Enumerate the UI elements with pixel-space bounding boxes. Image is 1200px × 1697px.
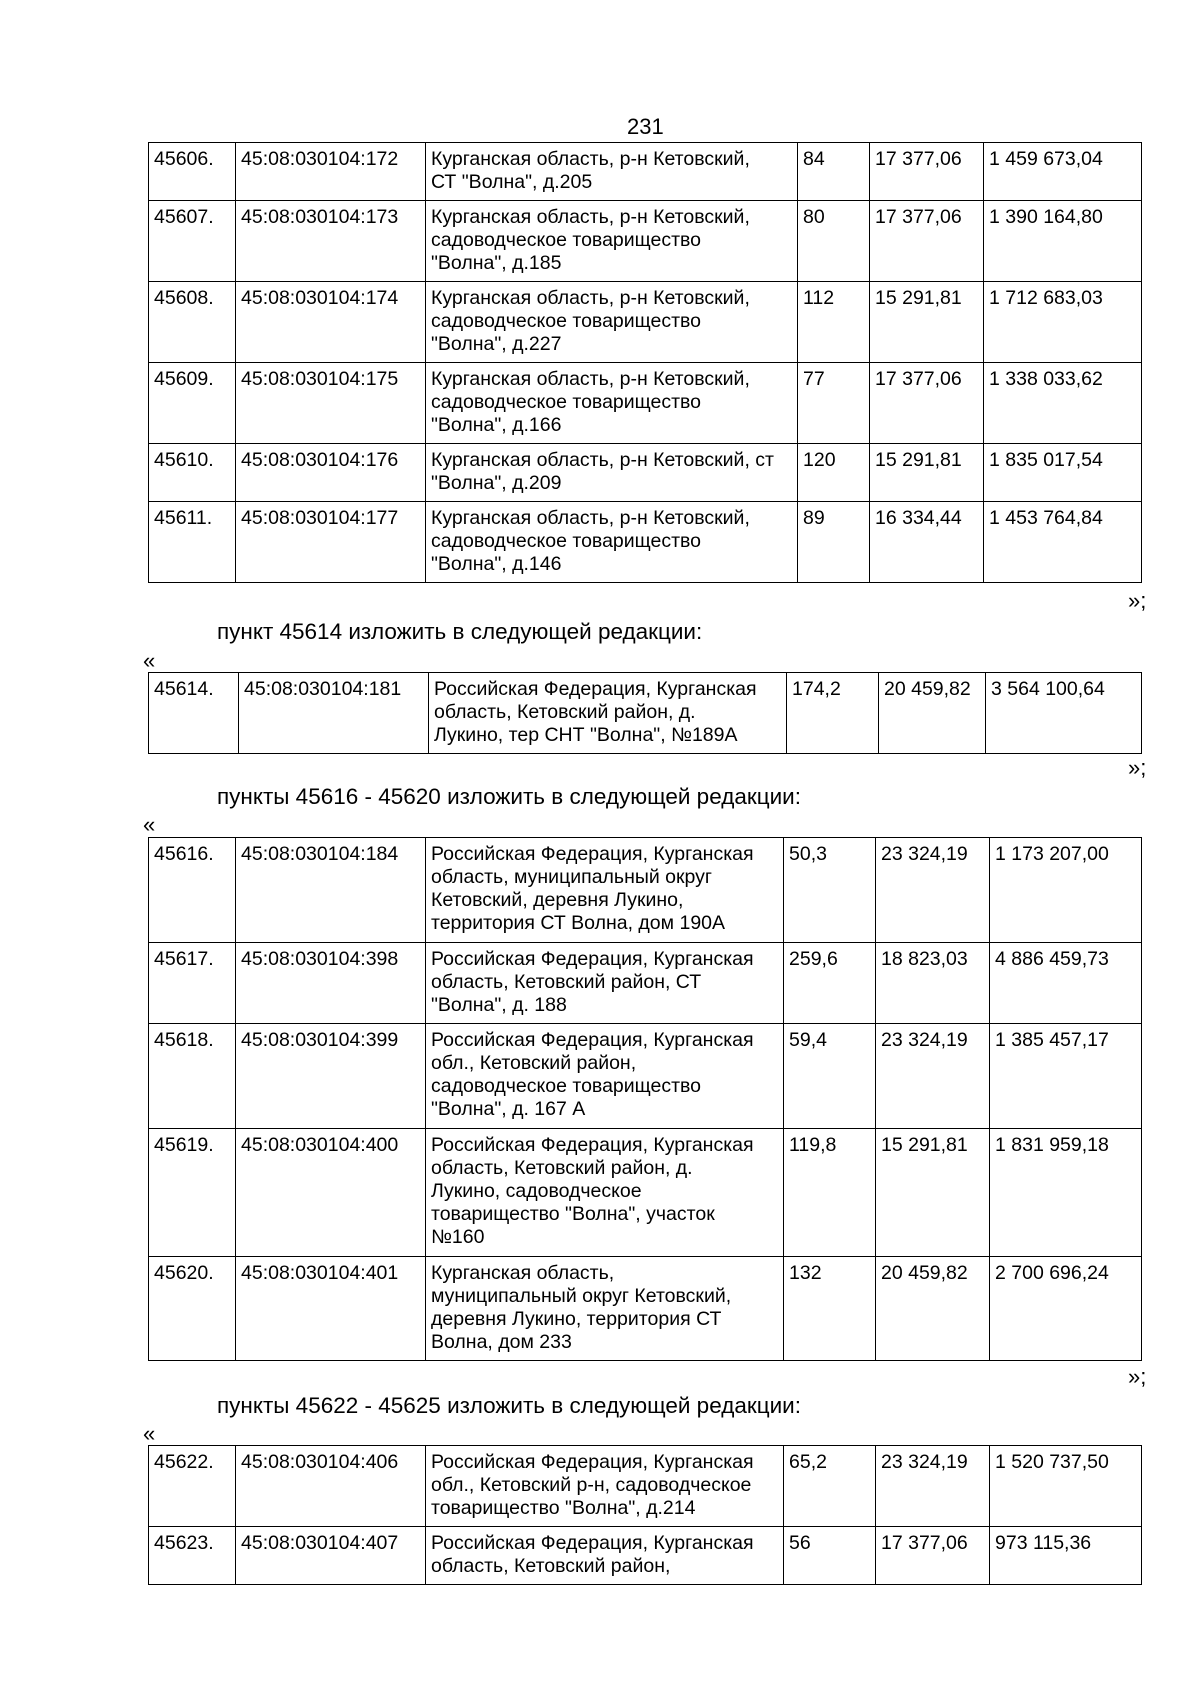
row-number: 45622. [149,1446,236,1527]
section-heading: пункты 45622 - 45625 изложить в следующей редакции: [217,1393,801,1418]
cadastral-number: 45:08:030104:399 [236,1024,426,1129]
closing-quote: »; [1128,1364,1147,1389]
opening-quote: « [143,1421,156,1446]
address: Российская Федерация, Курганская обл., Кетовский р-н, садоводческое товарищество "Волна", д.214 [426,1446,784,1527]
rate: 18 823,03 [876,943,990,1024]
rate: 17 377,06 [870,143,984,201]
address: Российская Федерация, Курганская область, Кетовский район, д. Лукино, тер СНТ "Волна", №189А [429,673,787,754]
address: Российская Федерация, Курганская обл., Кетовский район, садоводческое товарищество "Волна", д. 167 А [426,1024,784,1129]
register-table-3 [148,837,1142,1361]
cadastral-number: 45:08:030104:184 [236,838,426,943]
table-row [149,1446,1142,1527]
area: 65,2 [784,1446,876,1527]
register-table-2 [148,672,1142,754]
cadastral-value: 973 115,36 [990,1527,1142,1585]
area: 80 [798,201,870,282]
address: Курганская область, р-н Кетовский, ст "Волна", д.209 [426,444,798,502]
cadastral-value: 1 712 683,03 [984,282,1142,363]
cadastral-number: 45:08:030104:177 [236,502,426,583]
cadastral-value: 1 390 164,80 [984,201,1142,282]
rate: 23 324,19 [876,1446,990,1527]
rate: 17 377,06 [870,363,984,444]
address: Курганская область, р-н Кетовский, СТ "Волна", д.205 [426,143,798,201]
opening-quote: « [143,812,156,837]
cadastral-value: 1 453 764,84 [984,502,1142,583]
rate: 15 291,81 [870,282,984,363]
cadastral-value: 1 831 959,18 [990,1129,1142,1257]
row-number: 45617. [149,943,236,1024]
closing-quote: »; [1128,755,1147,780]
rate: 16 334,44 [870,502,984,583]
area: 119,8 [784,1129,876,1257]
register-table-1 [148,142,1142,583]
cadastral-value: 2 700 696,24 [990,1257,1142,1361]
area: 89 [798,502,870,583]
table-row [149,1257,1142,1361]
row-number: 45619. [149,1129,236,1257]
table-row [149,201,1142,282]
section-heading: пункт 45614 изложить в следующей редакции: [217,619,703,644]
rate: 15 291,81 [870,444,984,502]
table-row [149,838,1142,943]
cadastral-number: 45:08:030104:181 [239,673,429,754]
area: 50,3 [784,838,876,943]
area: 132 [784,1257,876,1361]
row-number: 45607. [149,201,236,282]
table-row [149,1024,1142,1129]
table-row [149,1527,1142,1585]
row-number: 45623. [149,1527,236,1585]
row-number: 45608. [149,282,236,363]
cadastral-number: 45:08:030104:172 [236,143,426,201]
area: 112 [798,282,870,363]
cadastral-value: 1 520 737,50 [990,1446,1142,1527]
row-number: 45616. [149,838,236,943]
rate: 17 377,06 [870,201,984,282]
rate: 23 324,19 [876,1024,990,1129]
rate: 15 291,81 [876,1129,990,1257]
cadastral-number: 45:08:030104:175 [236,363,426,444]
address: Российская Федерация, Курганская область, Кетовский район, д. Лукино, садоводческое товарищество "Волна", участок №160 [426,1129,784,1257]
table-row [149,444,1142,502]
address: Курганская область, р-н Кетовский, садоводческое товарищество "Волна", д.146 [426,502,798,583]
cadastral-value: 1 835 017,54 [984,444,1142,502]
cadastral-number: 45:08:030104:174 [236,282,426,363]
address: Курганская область, р-н Кетовский, садоводческое товарищество "Волна", д.185 [426,201,798,282]
rate: 20 459,82 [879,673,986,754]
register-table-4 [148,1445,1142,1585]
cadastral-value: 1 173 207,00 [990,838,1142,943]
cadastral-number: 45:08:030104:176 [236,444,426,502]
address: Курганская область, муниципальный округ Кетовский, деревня Лукино, территория СТ Волна, дом 233 [426,1257,784,1361]
row-number: 45614. [149,673,239,754]
rate: 20 459,82 [876,1257,990,1361]
address: Российская Федерация, Курганская область, Кетовский район, СТ "Волна", д. 188 [426,943,784,1024]
cadastral-value: 4 886 459,73 [990,943,1142,1024]
address: Российская Федерация, Курганская область, Кетовский район, [426,1527,784,1585]
table-row [149,143,1142,201]
row-number: 45618. [149,1024,236,1129]
address: Курганская область, р-н Кетовский, садоводческое товарищество "Волна", д.166 [426,363,798,444]
area: 259,6 [784,943,876,1024]
rate: 17 377,06 [876,1527,990,1585]
row-number: 45610. [149,444,236,502]
closing-quote: »; [1128,588,1147,613]
row-number: 45611. [149,502,236,583]
table-row [149,282,1142,363]
cadastral-number: 45:08:030104:173 [236,201,426,282]
area: 77 [798,363,870,444]
cadastral-number: 45:08:030104:401 [236,1257,426,1361]
cadastral-number: 45:08:030104:398 [236,943,426,1024]
table-row [149,1129,1142,1257]
cadastral-value: 1 338 033,62 [984,363,1142,444]
cadastral-number: 45:08:030104:407 [236,1527,426,1585]
row-number: 45606. [149,143,236,201]
cadastral-value: 3 564 100,64 [986,673,1142,754]
table-row [149,673,1142,754]
opening-quote: « [143,648,156,673]
row-number: 45609. [149,363,236,444]
rate: 23 324,19 [876,838,990,943]
row-number: 45620. [149,1257,236,1361]
cadastral-number: 45:08:030104:406 [236,1446,426,1527]
cadastral-number: 45:08:030104:400 [236,1129,426,1257]
page-number: 231 [627,114,664,139]
address: Курганская область, р-н Кетовский, садоводческое товарищество "Волна", д.227 [426,282,798,363]
area: 174,2 [787,673,879,754]
area: 120 [798,444,870,502]
area: 59,4 [784,1024,876,1129]
area: 56 [784,1527,876,1585]
table-row [149,943,1142,1024]
section-heading: пункты 45616 - 45620 изложить в следующей редакции: [217,784,801,809]
address: Российская Федерация, Курганская область, муниципальный округ Кетовский, деревня Лукино, территория СТ Волна, дом 190А [426,838,784,943]
cadastral-value: 1 459 673,04 [984,143,1142,201]
table-row [149,502,1142,583]
cadastral-value: 1 385 457,17 [990,1024,1142,1129]
table-row [149,363,1142,444]
area: 84 [798,143,870,201]
